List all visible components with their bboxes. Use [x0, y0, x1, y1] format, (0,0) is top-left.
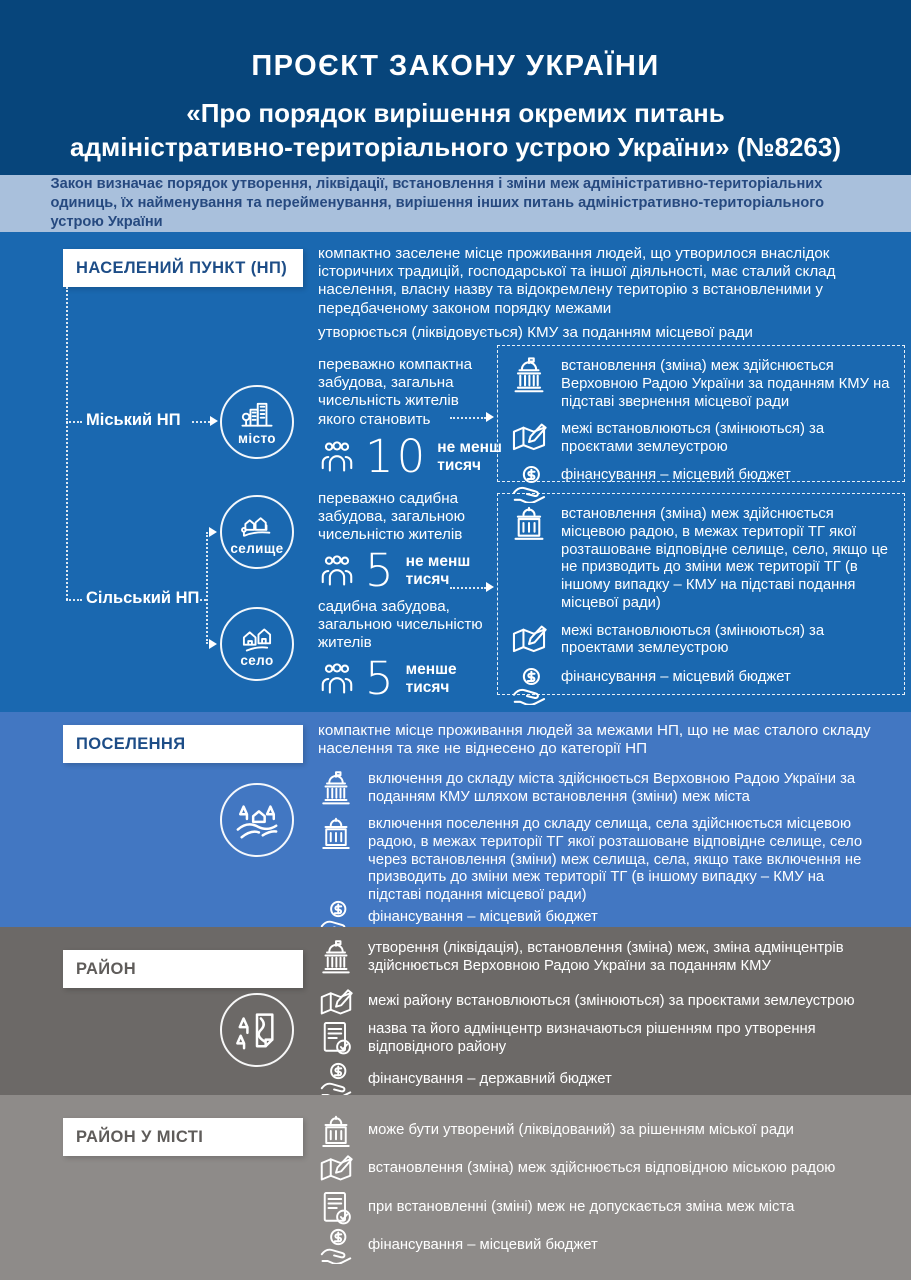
caption-line: менше: [405, 660, 457, 678]
rule-item: [318, 985, 876, 1021]
finance-icon: [510, 667, 548, 705]
rural-settlement-label: Сільський НП: [86, 589, 200, 607]
rule-item: [318, 1190, 876, 1226]
city-description: переважно компактна забудова, загальна чисельність жителів якого становить: [318, 356, 473, 428]
section-poselennia: [0, 712, 911, 927]
rule-item: [318, 770, 880, 807]
city-population-number: 10: [365, 430, 429, 483]
header: [0, 0, 911, 175]
rule-item: [318, 1062, 876, 1098]
law-summary-band: [0, 175, 911, 232]
people-group-icon: [318, 554, 356, 588]
section-label-settlement: НАСЕЛЕНИЙ ПУНКТ (НП): [63, 249, 303, 287]
settlement-definition: компактно заселене місце проживання людей, що утворилося внаслідок історичних традицій, господарської та іншої діяльності, має сталий склад населення, власну назву та відокремлену територію з встановленими у передбаченому законом порядку межами: [318, 245, 836, 317]
page-title: ПРОЄКТ ЗАКОНУ УКРАЇНИ: [251, 50, 660, 82]
people-group-icon: [318, 440, 356, 474]
section-label-raion-city: РАЙОН У МІСТІ: [63, 1118, 303, 1156]
village-badge: [220, 607, 294, 681]
rule-text: фінансування – місцевий бюджет: [561, 467, 791, 484]
connector-line: [66, 599, 82, 601]
raion-badge: [220, 993, 294, 1067]
rule-text: фінансування – державний бюджет: [368, 1071, 612, 1087]
poselennia-definition: компактне місце проживання людей за межами НП, що не має сталого складу населення та яке не віднесено до категорії НП: [318, 722, 871, 758]
settlement-creation-rule: утворюється (ліквідовується) КМУ за поданням місцевої ради: [318, 324, 753, 341]
people-group-icon: [318, 662, 356, 696]
arrow-icon: [209, 639, 217, 649]
rule-text: межі встановлюються (змінюються) за проектами землеустрою: [561, 622, 825, 657]
land-plan-icon: [318, 1151, 354, 1187]
village-badge-label: село: [240, 653, 274, 668]
urban-rules-box: [497, 345, 905, 482]
section-label-poselennia: ПОСЕЛЕННЯ: [63, 725, 303, 763]
settlement-field-icon: [234, 798, 280, 842]
connector-line: [66, 287, 68, 600]
rule-item: [510, 621, 892, 659]
page-subtitle-line1: «Про порядок вирішення окремих питань: [186, 98, 725, 128]
rule-text: при встановленні (зміні) меж не допускається зміна меж міста: [368, 1199, 795, 1215]
finance-icon: [318, 1062, 354, 1098]
land-plan-icon: [510, 419, 548, 457]
rule-text: включення до складу міста здійснюється Верховною Радою України за поданням КМУ шляхом встановлення (зміни) меж міста: [368, 771, 856, 805]
township-population-number: 5: [365, 544, 397, 597]
parliament-icon: [318, 939, 354, 975]
land-plan-icon: [510, 621, 548, 659]
rule-item: [318, 815, 880, 905]
rule-text: фінансування – місцевий бюджет: [368, 1237, 598, 1253]
city-population: [318, 430, 502, 483]
document-icon: [318, 1020, 354, 1056]
town-hall-icon: [318, 815, 354, 851]
rule-item: [510, 667, 892, 705]
township-population: [318, 544, 471, 597]
city-icon: [238, 398, 276, 430]
parliament-icon: [510, 356, 548, 394]
rule-item: [318, 1151, 876, 1187]
township-population-caption: [406, 553, 471, 589]
village-icon: [238, 620, 276, 652]
document-icon: [318, 1190, 354, 1226]
caption-line: тисяч: [405, 570, 450, 588]
rule-text: встановлення (зміна) меж здійснюється Верховною Радою України за поданням КМУ на підставі звернення місцевої ради: [561, 358, 890, 410]
caption-line: тисяч: [437, 456, 482, 474]
section-settlement: [0, 232, 911, 712]
rule-item: [318, 1020, 876, 1057]
caption-line: тисяч: [405, 678, 450, 696]
rule-text: утворення (ліквідація), встановлення (зміна) меж, зміна адмінцентрів здійснюється Верховною Радою України за поданням КМУ: [368, 940, 844, 974]
district-map-icon: [234, 1008, 280, 1052]
village-description: садибна забудова, загальною чисельністю жителів: [318, 598, 483, 652]
rule-text: встановлення (зміна) меж здійснюється місцевою радою, в межах території ТГ якої розташоване відповідне селище, село, якщо це не призводить до зміни меж території ТГ (в іншому випадку – КМУ на підставі подання місцевої ради): [561, 506, 889, 611]
town-hall-icon: [510, 504, 548, 542]
city-badge-label: місто: [238, 431, 276, 446]
page-subtitle-line2: адміністративно-територіального устрою України» (№8263): [70, 132, 841, 163]
land-plan-icon: [318, 985, 354, 1021]
law-summary-text: Закон визначає порядок утворення, ліквідації, встановлення і зміни меж адміністративно-територіальних одиниць, їх найменування та перейменування, вирішення інших питань адміністративно-територіального устрою України: [50, 175, 825, 231]
rule-item: [510, 419, 892, 457]
rule-text: включення поселення до складу селища, села здійснюється місцевою радою, в межах території ТГ якої розташоване відповідне селище, село через встановлення (зміни) меж селища, села, якщо таке включення не призводить до зміни меж території ТГ (в іншому випадку – КМУ на підставі подання місцевої ради): [368, 816, 863, 903]
parliament-icon: [318, 770, 354, 806]
section-label-raion: РАЙОН: [63, 950, 303, 988]
connector-line: [206, 532, 208, 644]
caption-line: не менш: [405, 552, 471, 570]
city-badge: [220, 385, 294, 459]
rule-text: фінансування – місцевий бюджет: [561, 668, 791, 685]
rule-item: [510, 504, 892, 613]
village-population: [318, 652, 457, 705]
section-raion: [0, 927, 911, 1095]
township-description: переважно садибна забудова, загальною чисельністю жителів: [318, 490, 466, 544]
connector-line: [66, 421, 82, 423]
rule-item: [318, 939, 876, 976]
arrow-icon: [486, 582, 494, 592]
rule-item: [510, 356, 892, 411]
finance-icon: [318, 1228, 354, 1264]
township-icon: [238, 508, 276, 540]
city-population-caption: [437, 439, 502, 475]
rule-text: може бути утворений (ліквідований) за рішенням міської ради: [368, 1122, 794, 1138]
village-population-number: 5: [365, 652, 397, 705]
arrow-icon: [209, 527, 217, 537]
township-badge: [220, 495, 294, 569]
rural-rules-box: [497, 493, 905, 695]
town-hall-icon: [318, 1113, 354, 1149]
rule-text: назва та його адмінцентр визначаються рішенням про утворення відповідного району: [368, 1021, 816, 1055]
poselennia-badge: [220, 783, 294, 857]
arrow-icon: [210, 416, 218, 426]
township-badge-label: селище: [230, 541, 284, 556]
rule-item: [318, 1228, 876, 1264]
connector-line: [192, 421, 210, 423]
rule-text: межі району встановлюються (змінюються) за проєктами землеустрою: [368, 993, 855, 1009]
village-population-caption: [406, 661, 457, 697]
rule-item: [318, 1113, 876, 1149]
rule-text: встановлення (зміна) меж здійснюється відповідною міською радою: [368, 1160, 836, 1176]
urban-settlement-label: Міський НП: [86, 411, 181, 429]
section-raion-city: [0, 1095, 911, 1280]
rule-text: межі встановлюються (змінюються) за проєктами землеустрою: [561, 421, 825, 455]
rule-text: фінансування – місцевий бюджет: [368, 909, 598, 925]
caption-line: не менш: [437, 438, 502, 456]
